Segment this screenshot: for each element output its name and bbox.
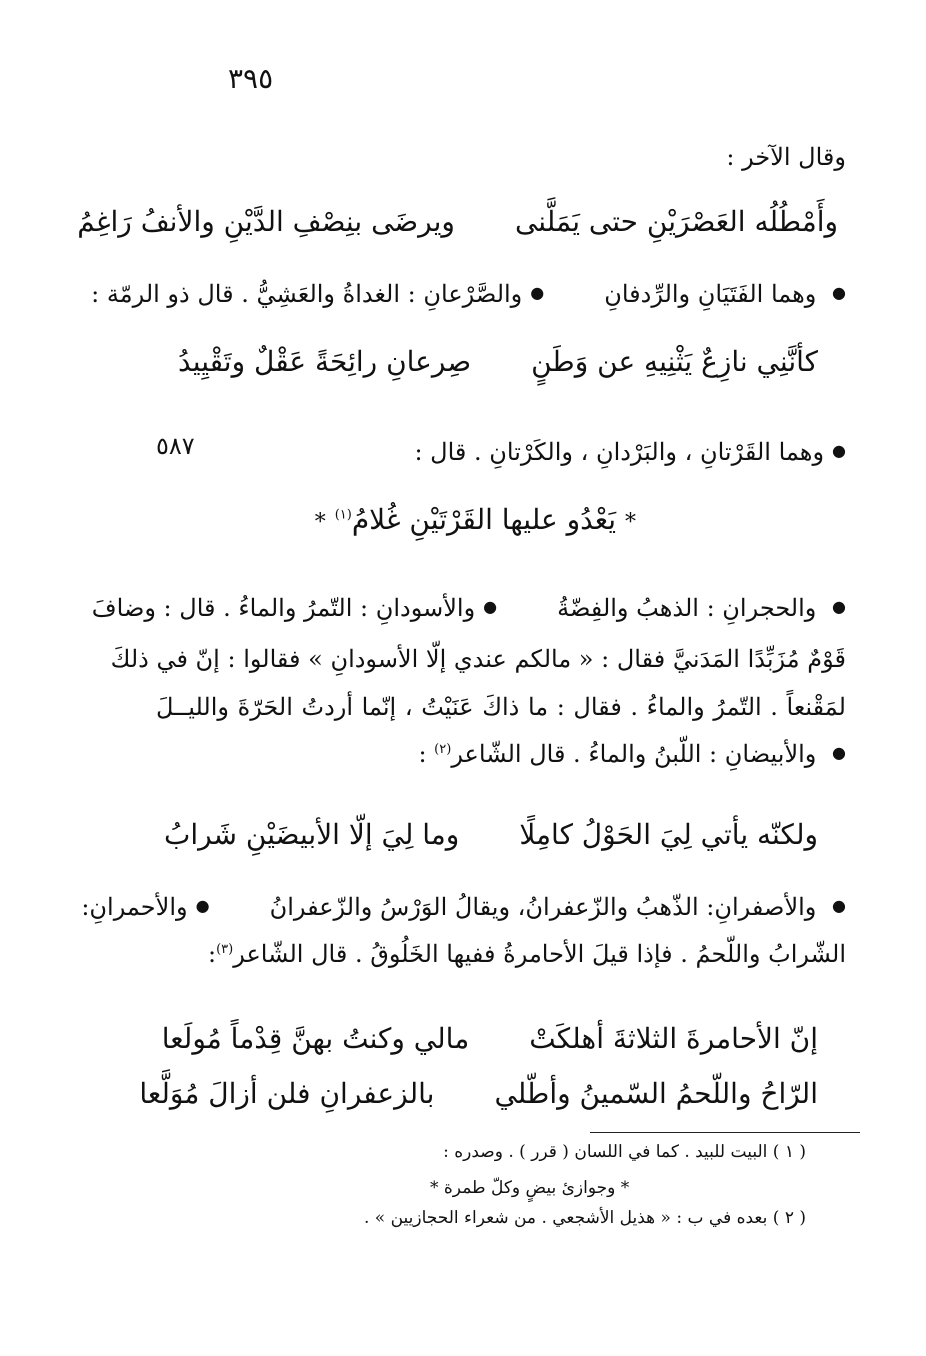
item-qartan: ● وهما القَرْتانِ ، والبَرْدانِ ، والكَرْتانِ . قال : — [414, 438, 846, 466]
footnote-ref-1: (١) — [334, 507, 352, 523]
footnote-2: ( ٢ ) بعده في ب : « هذيل الأشجعي . من شعراء الحجازيين » . — [363, 1208, 806, 1228]
item-asfaran — [81, 893, 846, 921]
verse-line-5 — [139, 1077, 818, 1110]
footnote-ref-3: (٣) — [216, 942, 234, 957]
item-asfaran-text-b: والأحمرانِ: — [81, 893, 188, 921]
prose-line-4-text: الشّرابُ واللّحمُ . فإذا قيلَ الأحامرةُ ففيها الخَلُوقُ . قال الشّاعر — [233, 940, 846, 968]
verse-line-4 — [162, 1022, 818, 1055]
prose-line-2: قَوْمٌ مُزَبِّدًا المَدَنيَّ فقال : « مالكم عندي إلّا الأسودانِ » فقالوا : إنّ في ذلكَ — [110, 645, 846, 673]
item-asfaran-text-a: والأصفرانِ: الذّهبُ والزّعفرانُ، ويقالُ الوَرْسُ والزّعفرانُ — [269, 893, 817, 921]
item-fatayan — [91, 280, 846, 308]
item-abyadan-colon: : — [418, 740, 427, 768]
item-hajran-text-b: والأسودانِ : التّمرُ والماءُ . قال : وضافَ — [91, 594, 476, 622]
verse-3-second-hemistich: وما لِيَ إلّا الأبيضَيْنِ شَرابُ — [163, 818, 460, 851]
prose-line-4-colon: : — [207, 940, 217, 968]
verse-3-first-hemistich: ولكنّه يأتي لِيَ الحَوْلُ كامِلًا — [519, 818, 818, 851]
verse-2-first-hemistich: كأنَّنِي نازِعٌ يَثْنِيهِ عن وَطَنٍ — [531, 345, 818, 378]
prose-line-3: لمَقْنعاً . التّمرُ والماءُ . فقال : ما ذاكَ عَنَيْتُ ، إنّما أردتُ الحَرّةَ والليــلَ — [156, 693, 846, 721]
verse-5-second-hemistich: بالزعفرانِ فلن أزالَ مُوَلَّعا — [139, 1077, 435, 1110]
footnote-1-verse: * وجوازئ بيضٍ وكلّ طمرة * — [430, 1178, 630, 1198]
item-hajran-text-a: والحجرانِ : الذهبُ والفِضّةُ — [557, 594, 817, 622]
footnote-1: ( ١ ) البيت للبيد . كما في اللسان ( قرر ) . وصدره : — [443, 1142, 806, 1162]
hemistich-text: يَعْدُو عليها القَرْتَيْنِ غُلامُ — [351, 503, 617, 536]
verse-line-3 — [164, 818, 818, 851]
verse-1-first-hemistich: وأَمْطُلُه العَصْرَيْنِ حتى يَمَلَّنى — [514, 205, 838, 238]
star-mark: * — [314, 510, 326, 535]
item-fatayan-text-a: وهما الفَتَيَانِ والرِّدفانِ — [604, 280, 817, 308]
footnote-divider — [590, 1132, 860, 1133]
item-abyadan-text: والأبيضانِ : اللّبنُ والماءُ . قال الشّاعر — [451, 740, 817, 768]
intro-line: وقال الآخر : — [726, 143, 846, 171]
page-number: ٣٩٥ — [228, 62, 274, 95]
item-fatayan-text-b: والصَّرْعانِ : الغداةُ والعَشِيُّ . قال ذو الرمّة : — [91, 280, 523, 308]
bullet-icon — [188, 889, 210, 917]
item-abyadan — [418, 740, 846, 768]
prose-line-4 — [208, 940, 846, 968]
hemistich-line — [315, 503, 636, 536]
bullet-icon — [522, 276, 544, 304]
verse-1-second-hemistich: ويرضَى بنِصْفِ الدَّيْنِ والأنفُ رَاغِمُ — [77, 205, 455, 238]
verse-2-second-hemistich: صِرعانِ رائِحَةً عَقْلٌ وتَقْيِيدُ — [178, 345, 472, 378]
verse-5-first-hemistich: الرّاحُ واللّحمُ السّمينُ وأطّلي — [494, 1077, 818, 1110]
margin-number: ٥٨٧ — [156, 432, 195, 460]
star-mark: * — [625, 510, 636, 535]
verse-line-1 — [77, 205, 838, 238]
verse-4-second-hemistich: مالي وكنتُ بهنَّ قِدْماً مُولَعا — [161, 1022, 470, 1055]
bullet-icon — [475, 590, 497, 618]
item-hajran — [92, 594, 846, 622]
verse-line-2 — [178, 345, 818, 378]
footnote-ref-2: (٢) — [434, 742, 452, 757]
verse-4-first-hemistich: إنّ الأحامرةَ الثلاثةَ أهلكَتْ — [529, 1022, 818, 1055]
